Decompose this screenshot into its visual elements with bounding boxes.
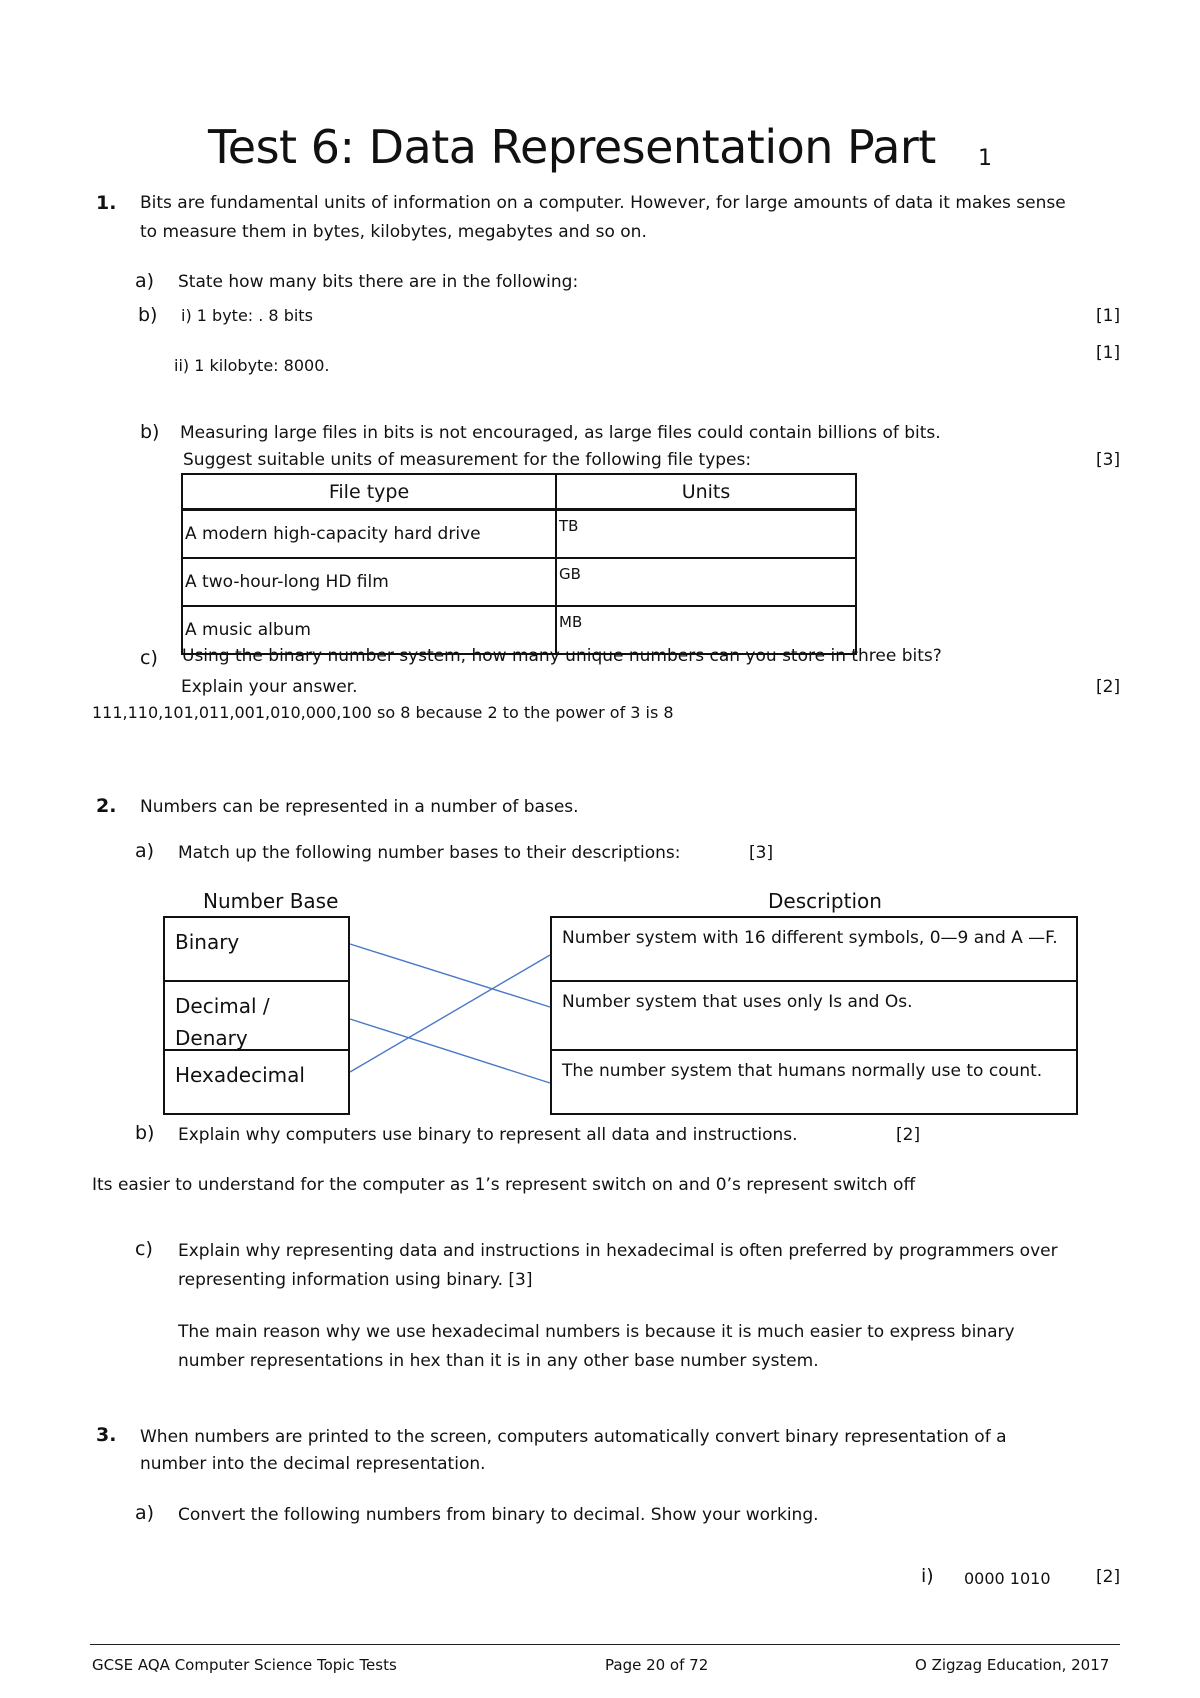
table-cell-units: TB [556, 510, 856, 559]
footer-rule [90, 1644, 1120, 1645]
q3-a-text: Convert the following numbers from binary to decimal. Show your working. [178, 1505, 819, 1525]
question-3-number: 3. [96, 1424, 117, 1446]
q1-b-ii-mark: [1] [1096, 343, 1121, 363]
table-cell-units: GB [556, 558, 856, 606]
question-2-text: Numbers can be represented in a number of bases. [140, 797, 579, 817]
match-line-binary [350, 944, 550, 1007]
number-base-decimal-label: Decimal / Denary [175, 994, 270, 1050]
table-header-units: Units [556, 474, 856, 510]
q1-b2-text-line1: Measuring large files in bits is not encouraged, as large files could contain billions of bits. [180, 423, 941, 443]
footer-left: GCSE AQA Computer Science Topic Tests [92, 1656, 397, 1674]
question-3-text-line2: number into the decimal representation. [140, 1454, 486, 1474]
footer-copyright: O Zigzag Education, 2017 [915, 1656, 1110, 1674]
q2-part-a-label: a) [135, 840, 155, 862]
number-base-binary: Binary [163, 916, 350, 982]
question-2-number: 2. [96, 795, 117, 817]
q2-a-mark: [3] [749, 843, 774, 863]
footer-page-number: Page 20 of 72 [605, 1656, 709, 1674]
q2-part-c-label: c) [135, 1238, 153, 1260]
q2-part-b-label: b) [135, 1122, 155, 1144]
question-1-text-line2: to measure them in bytes, kilobytes, megabytes and so on. [140, 222, 647, 242]
table-cell-file-type: A two-hour-long HD film [182, 558, 556, 606]
table-cell-file-type: A modern high-capacity hard drive [182, 510, 556, 559]
q1-b2-mark: [3] [1096, 450, 1121, 470]
q2-c-answer-line2: number representations in hex than it is in any other base number system. [178, 1351, 819, 1371]
match-line-hexadecimal [350, 955, 550, 1072]
q1-c-text-line1: Using the binary number system, how many unique numbers can you store in three bits? [182, 646, 942, 666]
q1-part-b-label: b) [138, 304, 158, 326]
q3-i-mark: [2] [1096, 1567, 1121, 1587]
description-hexadecimal: Number system with 16 different symbols, 0—9 and A —F. [550, 916, 1078, 982]
number-base-hexadecimal: Hexadecimal [163, 1049, 350, 1115]
description-decimal: The number system that humans normally use to count. [550, 1049, 1078, 1115]
description-binary: Number system that uses only Is and Os. [550, 980, 1078, 1051]
table-header-file-type: File type [182, 474, 556, 510]
q2-c-answer-line1: The main reason why we use hexadecimal numbers is because it is much easier to express binary [178, 1322, 1015, 1342]
q1-part-c-label: c) [140, 647, 158, 669]
q1-part-a-label: a) [135, 270, 155, 292]
table-cell-units: MB [556, 606, 856, 654]
q2-c-text-line2: representing information using binary. [3] [178, 1270, 533, 1290]
q1-answer-kilobyte: ii) 1 kilobyte: 8000. [174, 356, 330, 375]
q2-b-mark: [2] [896, 1125, 921, 1145]
match-line-decimal [350, 1019, 550, 1083]
q1-b-i-mark: [1] [1096, 306, 1121, 326]
column-header-number-base: Number Base [203, 889, 339, 913]
q1-part-b2-label: b) [140, 421, 160, 443]
q1-answer-byte: i) 1 byte: . 8 bits [181, 306, 313, 325]
q1-c-text-line2: Explain your answer. [181, 677, 358, 697]
question-1-number: 1. [96, 192, 117, 214]
q2-b-text: Explain why computers use binary to represent all data and instructions. [178, 1125, 798, 1145]
q3-part-a-label: a) [135, 1502, 155, 1524]
q1-c-mark: [2] [1096, 677, 1121, 697]
q1-b2-text-line2: Suggest suitable units of measurement for the following file types: [183, 450, 752, 470]
question-1-text-line1: Bits are fundamental units of information on a computer. However, for large amounts of data it makes sense [140, 193, 1066, 213]
q2-b-answer: Its easier to understand for the computer as 1’s represent switch on and 0’s represent switch off [92, 1175, 916, 1195]
column-header-description: Description [768, 889, 882, 913]
question-3-text-line1: When numbers are printed to the screen, computers automatically convert binary representation of a [140, 1427, 1007, 1447]
title-part-number: 1 [978, 146, 992, 171]
q2-c-text-line1: Explain why representing data and instructions in hexadecimal is often preferred by programmers over [178, 1241, 1058, 1261]
q1-part-a-text: State how many bits there are in the following: [178, 272, 579, 292]
page-title: Test 6: Data Representation Part [208, 120, 936, 174]
q2-a-text: Match up the following number bases to their descriptions: [178, 843, 681, 863]
q3-i-label: i) [921, 1565, 934, 1587]
q1-c-answer: 111,110,101,011,001,010,000,100 so 8 because 2 to the power of 3 is 8 [92, 703, 674, 722]
q3-i-value: 0000 1010 [964, 1569, 1051, 1588]
table-cell-file-type: A music album [182, 606, 556, 654]
